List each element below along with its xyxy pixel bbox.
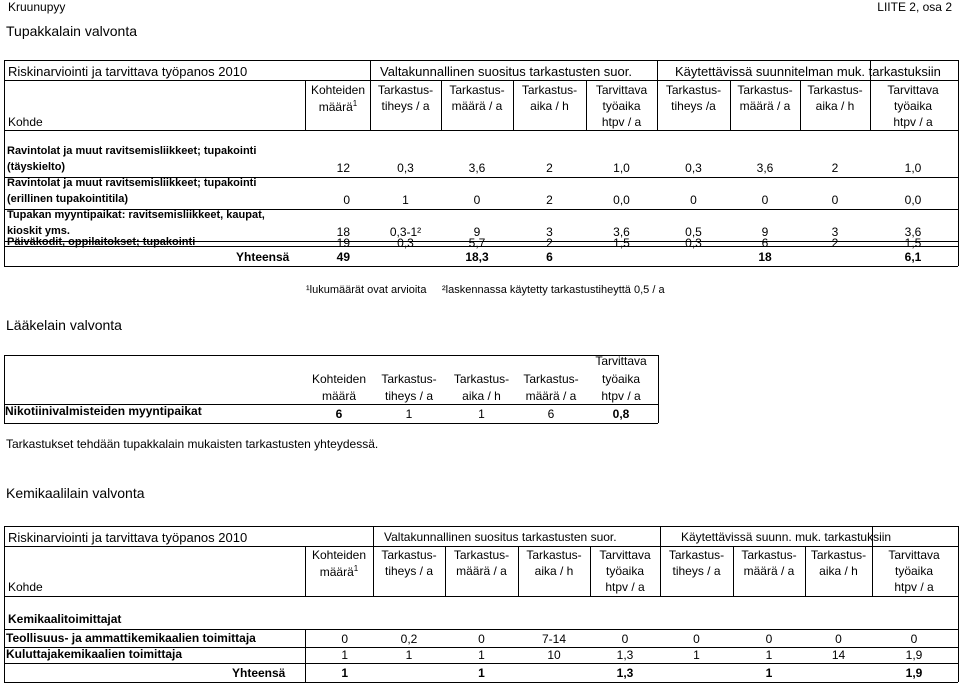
table3-total-cell: 1,9 [905,666,923,680]
table3-unit-a: htpv / a [605,580,645,594]
table2-col-header: työaika [601,372,641,386]
table1-row-label: Tupakan myyntipaikat: ravitsemisliikkeet, kaupat, [7,209,265,221]
table1-cell: 12 [336,161,350,175]
table2-col-header: Kohteiden [311,372,367,386]
table2-bottom-border [4,423,658,424]
table1-col-header: Tarkastus- [737,83,793,97]
table1-col-header: Tarkastus- [665,83,722,97]
table3-cell: 10 [547,648,561,662]
table3-col-header: Kohteiden [311,548,367,562]
table1-cell: 3,6 [904,225,922,239]
table3-cell: 1 [405,648,413,662]
table3-cell: 0 [341,632,348,646]
table1-cell: 2 [546,236,553,250]
table1-row-label: Päiväkodit, oppilaitokset; tupakointi [7,236,196,248]
table1-col-subheader: aika / h [815,99,855,113]
table1-title: Riskinarviointi ja tarvittava työpanos 2010 [8,64,248,79]
table1-cell: 3,6 [613,225,630,239]
table1-row-label-2: (erillinen tupakointitila) [7,193,129,205]
table1-col-header: Tarkastus- [521,83,578,97]
table1-line-total-top [4,246,958,247]
table2-row-label: Nikotiinivalmisteiden myyntipaikat [5,404,202,418]
table3-col-subheader: määrä$^1$ [319,564,359,579]
column-divider [872,526,873,546]
table1-cell: 0,3 [685,236,702,250]
column-divider [586,80,587,130]
table3-total-cell: 1 [341,666,348,680]
table3-cell: 1,3 [616,648,634,662]
column-divider [660,526,661,546]
column-divider [870,60,871,80]
table1-cell: 6 [761,236,769,250]
table1-cell: 0 [831,193,839,207]
table1-cell: 0 [473,193,481,207]
table3-col-header: Tarkastus- [810,548,867,562]
table1-cell: 3 [831,225,839,239]
table3-row-label: Kuluttajakemikaalien toimittaja [6,647,183,661]
table2-cell: 6 [547,407,555,421]
column-divider [518,546,519,596]
column-divider [513,80,514,130]
table1-col-subheader: tiheys / a [381,99,430,113]
table1-cell: 2 [831,161,839,175]
table1-cell: 9 [473,225,481,239]
table3-col-subheader: aika / h [534,564,574,578]
table1-col-subheader: määrä / a [739,99,791,113]
column-divider [872,546,873,596]
table2-cell: 6 [335,407,343,421]
table2-col-subheader: aika / h [462,389,501,403]
table3-cell: 1,9 [905,648,923,662]
table1-cell: 2 [831,236,839,250]
table3-cell: 0 [693,632,700,646]
table1-total-cell: 49 [336,250,350,264]
table1-right-border [958,130,959,266]
table2-top-border [4,355,658,356]
table1-cell: 0 [761,193,769,207]
table1-cell: 0 [690,193,697,207]
table3-cell: 0 [835,632,842,646]
column-divider [800,80,801,130]
table3-right-border [958,526,959,682]
column-divider [441,80,442,130]
table2-col-header: Tarkastus- [381,372,437,386]
column-divider [373,526,374,546]
table1-col-subheader: määrä$^1$ [318,99,358,114]
table3-col-subheader: tiheys / a [384,564,434,578]
table1-cell: 0,0 [904,193,922,207]
table3-line [4,546,958,547]
table2-col-header: Tarkastus- [523,372,579,386]
table3-col-header: Tarkastus- [668,548,725,562]
table3-col-header: Tarvittava [888,548,940,562]
table1-col-header: Tarvittava [595,83,648,97]
table3-total-cell: 1 [765,666,773,680]
column-divider [590,546,591,596]
table1-col-subheader: aika / h [530,99,569,113]
column-divider [730,80,731,130]
table1-top-border [4,60,958,61]
table1-col-header: Tarkastus- [807,83,863,97]
appendix-label: LIITE 2, osa 2 [877,0,952,14]
table1-national-rec: Valtakunnallinen suositus tarkastusten suor. [380,64,632,79]
table2-left-border [4,355,5,423]
table3-subhead: Kemikaalitoimittajat [8,612,122,626]
table2-col-subheader: tiheys / a [384,389,434,403]
table3-col-subheader: tiheys / a [672,564,721,578]
table3-col-subheader: työaika [605,564,645,578]
table2-cell: 1 [405,407,413,421]
table1-total-cell: 6,1 [904,250,922,264]
table1-unit-b: htpv / a [893,115,933,129]
table1-total-cell: 6 [546,250,553,264]
table1-line [4,80,958,81]
table1-col-subheader: tiheys /a [671,99,716,113]
table2-right-border [658,355,659,423]
table3-title: Riskinarviointi ja tarvittava työpanos 2010 [8,530,248,545]
table1-cell: 1,0 [904,161,922,175]
table3-cell: 0 [478,632,485,646]
table3-row-divider [4,663,958,664]
table1-cell: 18 [336,225,350,239]
table3-col-header: Tarkastus- [526,548,582,562]
table3-top-border [4,526,958,527]
table3-col-header: Tarkastus- [741,548,797,562]
table3-header-bottom [4,596,958,597]
medicines-note: Tarkastukset tehdään tupakkalain mukaisten tarkastusten yhteydessä. [6,437,379,451]
table3-bottom-border [4,682,958,683]
table2-cell: 0,8 [612,407,630,421]
footnote-marker-1: 1 [352,99,358,108]
table3-col-subheader: määrä / a [456,564,507,578]
table3-col-subheader: aika / h [819,564,858,578]
table1-cell: 3,6 [468,161,486,175]
table2-cell: 1 [478,407,485,421]
table1-col-header: Tarkastus- [449,83,505,97]
table3-col-header: Tarkastus- [453,548,510,562]
table1-total-cell: 18 [758,250,772,264]
table1-total-label: Yhteensä [236,250,290,264]
table1-header-bottom [4,130,958,131]
table1-cell: 5,7 [468,236,486,250]
table3-cell: 1 [341,648,348,662]
municipality-name: Kruunupyy [8,0,66,14]
table1-col-header: Kohteiden [310,83,366,97]
table1-row-label-2: kioskit yms. [7,225,70,237]
table1-col-subheader: työaika [602,99,641,113]
table3-cell: 0,2 [400,632,418,646]
table1-cell: 0,3 [397,161,414,175]
table1-cell: 0,5 [685,225,702,239]
table2-col-subheader: määrä [321,389,356,403]
table1-cell: 0,3-1² [389,225,422,239]
table3-available: Käytettävissä suunn. muk. tarkastuksiin [681,530,892,544]
section-title-medicines: Lääkelain valvonta [6,317,122,333]
column-divider [657,60,658,80]
table3-col-subheader: määrä / a [743,564,795,578]
table1-cell: 0,3 [685,161,702,175]
table1-cell: 0,0 [613,193,630,207]
column-divider [370,60,371,80]
table1-right-border [958,60,959,130]
table1-cell: 1 [402,193,409,207]
table3-cell: 1 [478,648,485,662]
table1-cell: 0 [343,193,350,207]
table3-cell: 0 [910,632,918,646]
table3-col-header: Tarvittava [599,548,651,562]
table3-kohde: Kohde [8,580,43,594]
table3-left-border [4,526,5,682]
column-divider [657,80,658,130]
column-divider [805,546,806,596]
table1-cell: 1,5 [904,236,922,250]
footnote-2: ²laskennassa käytetty tarkastustiheyttä 0,5 / a [442,284,665,296]
table3-total-cell: 1,3 [616,666,634,680]
column-divider [305,546,306,596]
table1-col-header: Tarvittava [887,83,939,97]
column-divider [660,546,661,596]
column-divider [305,80,306,130]
table3-unit-b: htpv / a [894,580,934,594]
table1-col-subheader: työaika [893,99,933,113]
table1-row-label: Ravintolat ja muut ravitsemisliikkeet; tupakointi [7,177,257,189]
table2-col-subheader: htpv / a [601,389,641,403]
column-divider [445,546,446,596]
table3-row-label: Teollisuus- ja ammattikemikaalien toimittaja [6,631,256,645]
table2-row-divider [4,404,658,405]
footnote-marker-1: 1 [353,564,359,573]
section-title-tobacco: Tupakkalain valvonta [6,23,138,39]
table3-cell: 0 [621,632,629,646]
table1-total-cell: 18,3 [465,250,489,264]
table1-cell: 19 [336,236,350,250]
section-title-chemicals: Kemikaalilain valvonta [6,485,145,501]
column-divider [373,546,374,596]
table3-cell: 1 [693,648,700,662]
table1-cell: 2 [546,193,553,207]
table2-col-header-top: Tarvittava [595,354,647,368]
table3-national-rec: Valtakunnallinen suositus tarkastusten suor. [384,530,617,544]
column-divider [870,80,871,130]
table3-cell: 14 [831,648,846,662]
table1-cell: 3 [546,225,553,239]
footnote-1: ¹lukumäärät ovat arvioita [306,284,427,296]
table1-col-subheader: määrä / a [451,99,503,113]
table3-cell: 0 [765,632,773,646]
table3-cell: 1 [765,648,773,662]
table1-kohde: Kohde [8,115,43,129]
column-divider [733,546,734,596]
table1-available: Käytettävissä suunnitelman muk. tarkastuksiin [675,64,941,79]
column-divider [370,80,371,130]
table2-col-header: Tarkastus- [453,372,510,386]
table1-row-label: Ravintolat ja muut ravitsemisliikkeet; tupakointi [7,145,257,157]
table3-total-label: Yhteensä [232,666,286,680]
table2-col-subheader: määrä / a [525,389,577,403]
table3-col-subheader: työaika [894,564,934,578]
table3-total-cell: 1 [478,666,485,680]
table1-cell: 1,0 [613,161,630,175]
table1-cell: 1,5 [613,236,630,250]
table1-bottom-border [4,266,958,267]
table1-cell: 9 [761,225,769,239]
table3-line-rows [4,629,958,630]
table1-row-label-2: (täyskielto) [7,161,66,173]
table1-left-border [4,60,5,130]
table3-cell: 7-14 [541,632,567,646]
table3-col-header: Tarkastus- [381,548,437,562]
table1-cell: 3,6 [756,161,774,175]
table1-unit-a: htpv / a [601,115,642,129]
table1-cell: 0,3 [397,236,414,250]
table1-col-header: Tarkastus- [377,83,434,97]
table1-cell: 2 [546,161,553,175]
